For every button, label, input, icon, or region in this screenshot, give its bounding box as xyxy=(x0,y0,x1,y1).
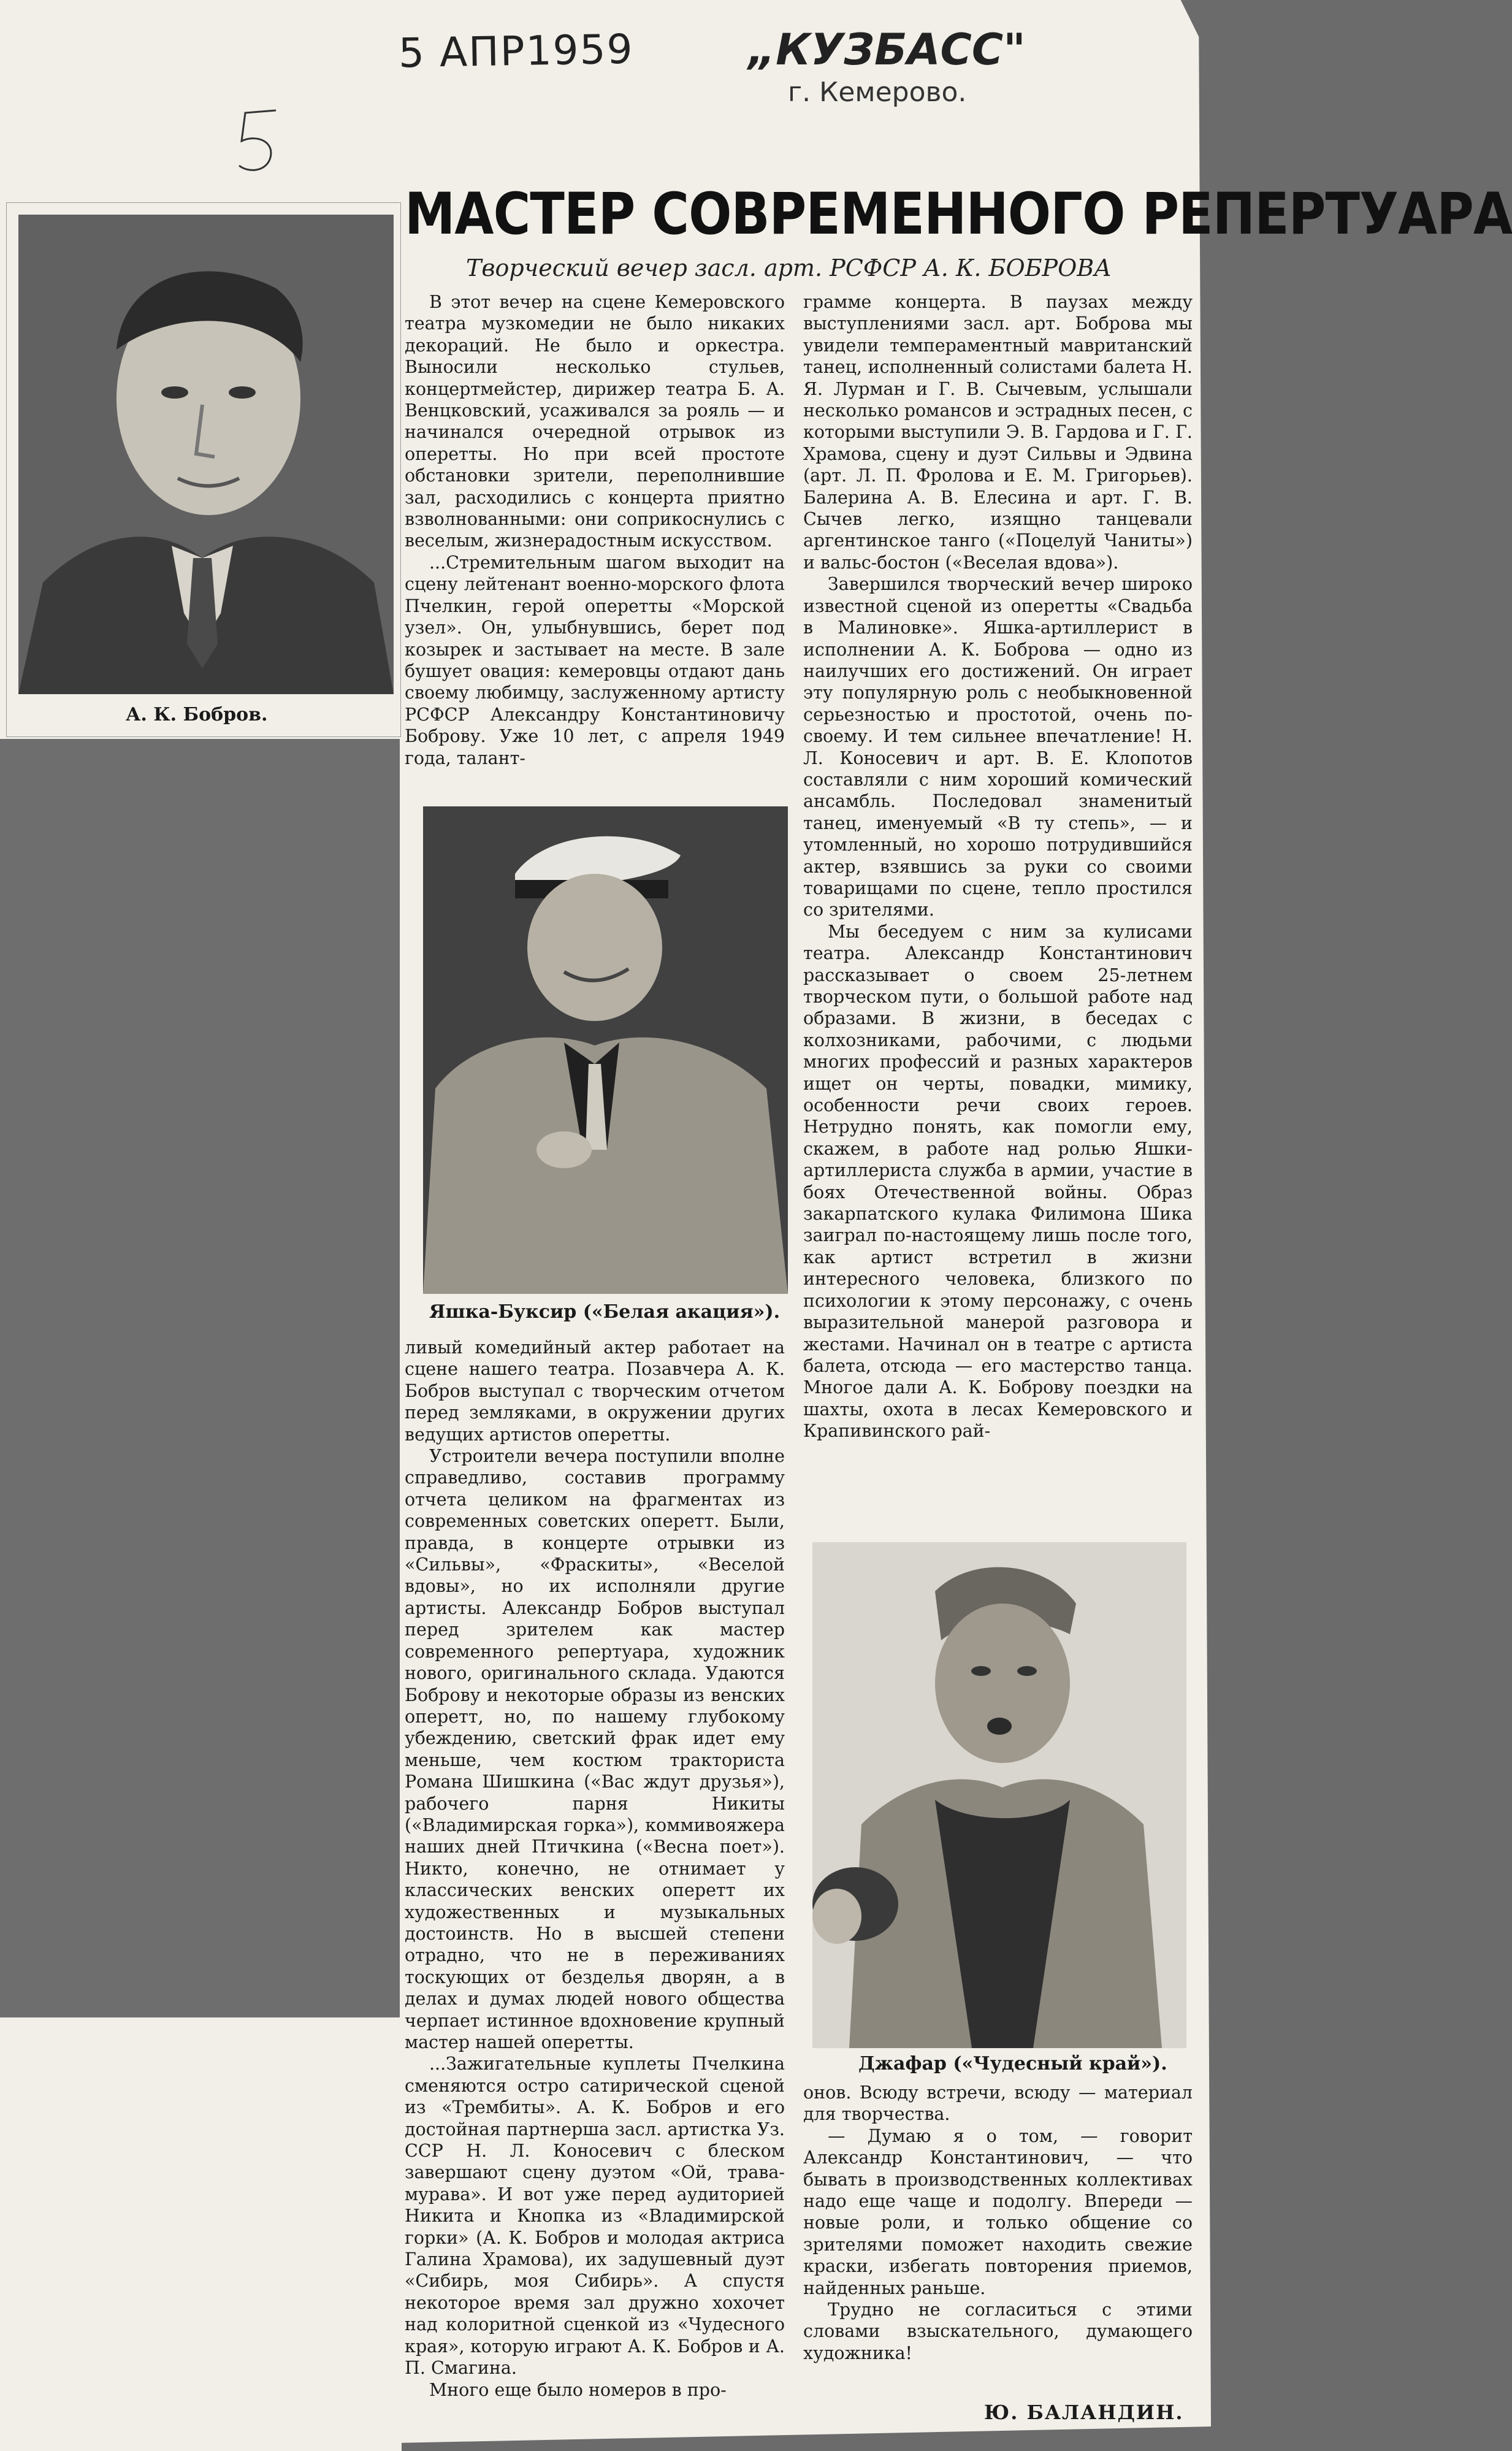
paragraph: грамме концерта. В паузах между выступлениями засл. арт. Боброва мы увидели темпераментный мавританский танец, исполненный солистами балета Н. Я. Лурман и Г. В. Сычевым, услышали несколько романсов и эстрадных песен, с которыми выступили Э. В. Гардова и Г. Г. Храмова, сцену и дуэт Сильвы и Эдвина (арт. Л. П. Фролова и Е. М. Григорьев). Балерина А. В. Елесина и арт. Г. В. Сычев легко, изящно танцевали аргентинское танго («Поцелуй Чаниты») и вальс-бостон («Веселая вдова»). xyxy=(803,292,1193,573)
paragraph: Трудно не согласиться с этими словами взыскательного, думающего художника! xyxy=(803,2300,1193,2363)
paragraph: Устроители вечера поступили вполне справедливо, составив программу отчета целиком на фрагментах из современных советских оперетт. Были, правда, в концерте отрывки из «Сильвы», «Фраскиты», «Веселой вдовы», но их исполняли другие артисты. Александр Бобров выступал перед зрителем как мастер современного репертуара, художник нового, оригинального склада. Удаются Боброву и некоторые образы из венских оперетт, но, по нашему глубокому убеждению, светский фрак идет ему меньше, чем костюм тракториста Романа Шишкина («Вас ждут друзья»), рабочего парня Никиты («Владимирская горка»), коммивояжера наших дней Птичкина («Весна поет»). Никто, конечно, не отнимает у классических венских оперетт их художественных и музыкальных достоинств. Но в высшей степени отрадно, что не в переживаниях тоскующих от безделья дворян, а в делах и думах людей нового общества черпает истинное вдохновение крупный мастер нашей оперетты. xyxy=(405,1446,785,2052)
paragraph: ливый комедийный актер работает на сцене нашего театра. Позавчера А. К. Бобров выступал с творческим отчетом перед земляками, в окружении других ведущих артистов оперетты. xyxy=(405,1337,785,1445)
portrait-caption: А. К. Бобров. xyxy=(126,704,268,725)
paragraph: — Думаю я о том, — говорит Александр Константинович, — что бывать в производственных коллективах надо еще чаще и подолгу. Впереди — новые роли, и только общение со зрителями поможет находить свежие краски, избегать повторения приемов, найденных раньше. xyxy=(803,2125,1193,2298)
date-stamp: 5 АПР1959 xyxy=(398,25,635,77)
newspaper-name-stamp: „КУЗБАСС" xyxy=(748,25,1026,75)
background-gap xyxy=(0,739,400,2021)
article-column-1-bottom xyxy=(405,1337,785,2428)
city-stamp: г. Кемерово. xyxy=(788,77,967,108)
worker-photo xyxy=(812,1542,1186,2048)
portrait-photo xyxy=(18,215,394,694)
author-signature: Ю. БАЛАНДИН. xyxy=(984,2401,1184,2424)
paragraph: ...Стремительным шагом выходит на сцену лейтенант военно-морского флота Пчелкин, герой оперетты «Морской узел». Он, улыбнувшись, берет под козырек и застывает на месте. В зале бушует овация: кемеровцы отдают дань своему любимцу, заслуженному артисту РСФСР Александру Константиновичу Боброву. Уже 10 лет, с апреля 1949 года, талант- xyxy=(405,552,785,768)
article-headline: МАСТЕР СОВРЕМЕННОГО РЕПЕРТУАРА xyxy=(405,181,1512,248)
worker-caption: Джафар («Чудесный край»). xyxy=(858,2053,1167,2074)
article-subheadline: Творческий вечер засл. арт. РСФСР А. К. БОБРОВА xyxy=(466,254,1112,281)
paragraph: Мы беседуем с ним за кулисами театра. Александр Константинович рассказывает о своем 25-летнем творческом пути, о большой работе над образами. В жизни, в беседах с колхозниками, рабочими, с людьми многих профессий и разных характеров ищет он черты, повадки, мимику, особенности речи своих героев. Нетрудно понять, как помогли ему, скажем, в работе над ролью Яшки-артиллериста служба в армии, участие в боях Отечественной войны. Образ закарпатского кулака Филимона Шика заиграл по-настоящему лишь после того, как артист встретил в жизни интересного человека, близкого по психологии к этому персонажу, с очень выразительной манерой разговора и жестами. Начинал он в театре с артиста балета, отсюда — его мастерство танца. Многое дали А. К. Боброву поездки на шахты, охота в лесах Кемеровского и Крапивинского рай- xyxy=(803,921,1193,1442)
clipping-lower-left xyxy=(0,2017,402,2451)
paragraph: В этот вечер на сцене Кемеровского театра музкомедии не было никаких декораций. Не было и оркестра. Выносили несколько стульев, концертмейстер, дирижер театра Б. А. Венцковский, усаживался за рояль — и начинался очередной отрывок из оперетты. Но при всей простоте обстановки зрители, переполнившие зал, расходились с концерта приятно взволнованными: они соприкоснулись с веселым, жизнерадостным искусством. xyxy=(405,292,785,551)
sailor-caption: Яшка-Буксир («Белая акация»). xyxy=(429,1301,781,1323)
article-column-2-top xyxy=(803,291,1193,1548)
paragraph: Много еще было номеров в про- xyxy=(429,2379,727,2400)
sailor-photo xyxy=(423,806,788,1294)
paragraph: Завершился творческий вечер широко известной сценой из оперетты «Свадьба в Малиновке». Яшка-артиллерист в исполнении А. К. Боброва — одно из наилучших его достижений. Он играет эту популярную роль с необыкновенной серьезностью и простотой, очень по-своему. И тем сильнее впечатление! Н. Л. Коносевич и арт. В. Е. Клопотов составляли с ним хороший комический ансамбль. Последовал знаменитый танец, именуемый «В ту степь», — и утомленный, но хорошо потрудившийся актер, взявшись за руки со своими товарищами по сцене, тепло простился со зрителями. xyxy=(803,574,1193,920)
paragraph: ...Зажигательные куплеты Пчелкина сменяются остро сатирической сценой из «Трембиты». А. К. Бобров и его достойная партнерша засл. артистка Уз. ССР Н. Л. Коносевич с блеском завершают сцену дуэтом «Ой, трава-мурава». И вот уже перед аудиторией Никита и Кнопка из «Владимирской горки» (А. К. Бобров и молодая актриса Галина Храмова), их задушевный дуэт «Сибирь, моя Сибирь». А спустя некоторое время зал дружно хохочет над колоритной сценкой из «Чудесного края», которую играют А. К. Бобров и А. П. Смагина. xyxy=(405,2054,785,2379)
paragraph: онов. Всюду встречи, всюду — материал для творчества. xyxy=(803,2082,1193,2125)
article-column-2-bottom xyxy=(803,2082,1193,2404)
pencil-mark xyxy=(233,104,288,178)
article-column-1-top xyxy=(405,291,785,787)
